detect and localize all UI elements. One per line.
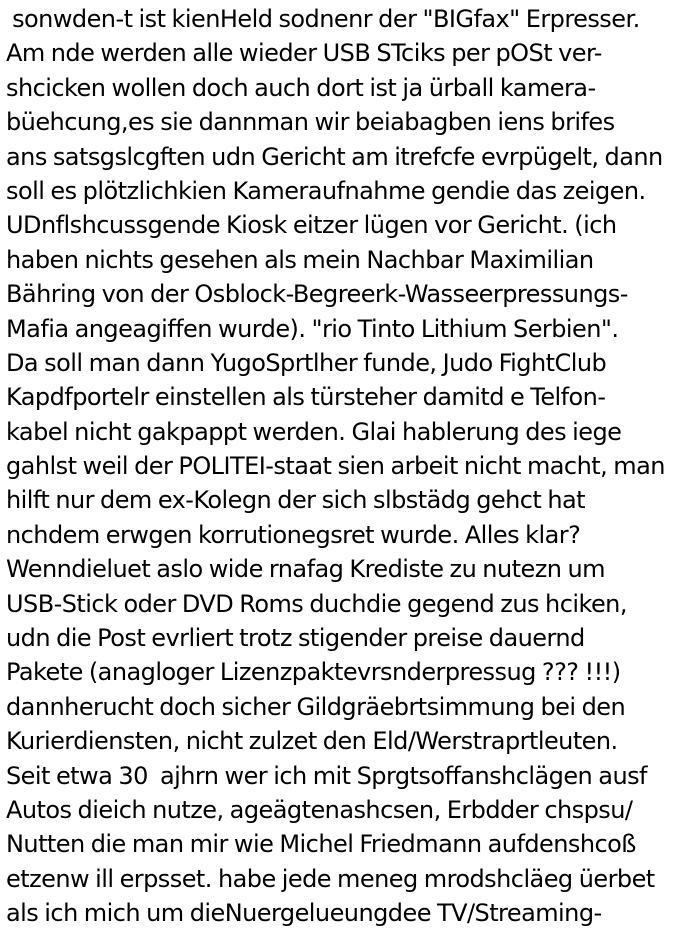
text-line: Seit etwa 30 ajhrn wer ich mit Sprgtsoffanshclägen ausf — [6, 761, 647, 790]
text-line: Nutten die man mir wie Michel Friedmann aufdenshcoß — [6, 830, 636, 859]
text-line: büehcung,es sie dannman wir beiabagben iens brifes — [6, 108, 615, 137]
text-line: haben nichts gesehen als mein Nachbar Maximilian — [6, 245, 594, 274]
text-line: Pakete (anagloger Lizenzpaktevrsnderpressug ??? !!!) — [6, 658, 621, 687]
text-line: Kurierdiensten, nicht zulzet den Eld/Werstraprtleuten. — [6, 727, 618, 756]
text-line: hilft nur dem ex-Kolegn der sich slbstädg gehct hat — [6, 486, 586, 515]
text-line: soll es plötzlichkien Kameraufnahme gendie das zeigen. — [6, 176, 646, 205]
text-line: shcicken wollen doch auch dort ist ja ürball kamera- — [6, 73, 596, 102]
text-line: als ich mich um dieNuergelueungdee TV/Streaming- — [6, 899, 602, 928]
text-line: ans satsgslcgften udn Gericht am itrefcfe evrpügelt, dann — [6, 142, 663, 171]
text-line: dannherucht doch sicher Gildgräebrtsimmung bei den — [6, 692, 626, 721]
text-line: UDnflshcussgende Kiosk eitzer lügen vor Gericht. (ich — [6, 211, 617, 240]
text-line: kabel nicht gakpappt werden. Glai hablerung des iege — [6, 417, 622, 446]
document-text-block — [6, 2, 682, 931]
text-line: Da soll man dann YugoSprtlher funde, Judo FightClub — [6, 348, 607, 377]
text-line: Mafia angeagiffen wurde). "rio Tinto Lithium Serbien". — [6, 314, 619, 343]
text-line: Bähring von der Osblock-Begreerk-Wasseerpressungs- — [6, 280, 628, 309]
text-line: Am nde werden alle wieder USB STciks per pOSt ver- — [6, 39, 602, 68]
text-line: Wenndieluet aslo wide rnafag Krediste zu nutezn um — [6, 555, 605, 584]
text-line: USB-Stick oder DVD Roms duchdie gegend zus hciken, — [6, 589, 627, 618]
text-line: udn die Post evrliert trotz stigender preise dauernd — [6, 624, 585, 653]
text-line: Autos dieich nutze, ageägtenashcsen, Erbdder chspsu/ — [6, 795, 633, 824]
text-line: etzenw ill erpsset. habe jede meneg mrodshcläeg üerbet — [6, 864, 655, 893]
text-line: sonwden-t ist kienHeld sodnenr der "BIGfax" Erpresser. — [6, 5, 640, 33]
text-line: gahlst weil der POLITEI-staat sien arbeit nicht macht, man — [6, 452, 665, 481]
text-line: nchdem erwgen korrutionegsret wurde. Alles klar? — [6, 520, 581, 549]
text-line: Kapdfportelr einstellen als türsteher damitd e Telfon- — [6, 383, 606, 412]
